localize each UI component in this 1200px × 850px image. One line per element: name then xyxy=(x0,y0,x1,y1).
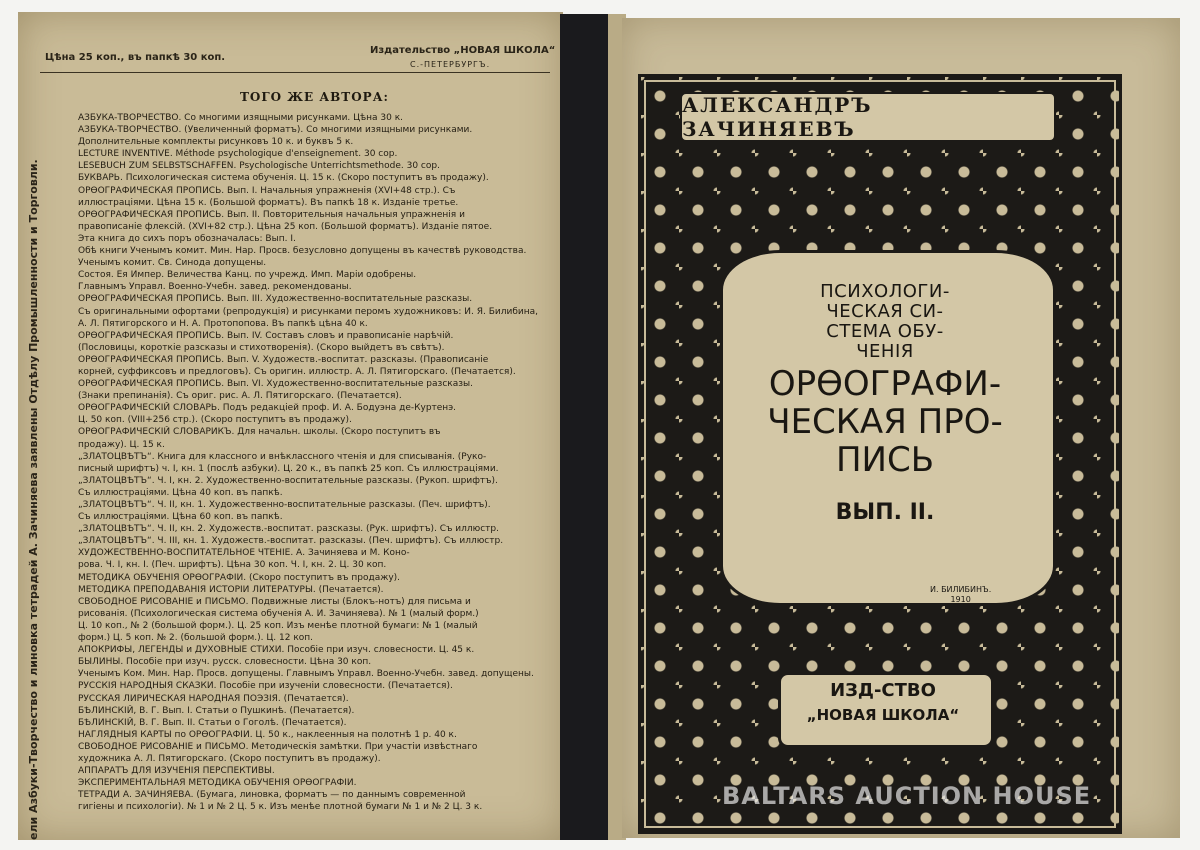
book-list-item: ХУДОЖЕСТВЕННО-ВОСПИТАТЕЛЬНОЕ ЧТЕНІЕ. А. Зачиняева и М. Коно- xyxy=(78,548,410,559)
book-list-item: ОРѲОГРАФИЧЕСКАЯ ПРОПИСЬ. Вып. III. Художественно-воспитательные разсказы. xyxy=(78,294,473,305)
book-list-item: СВОБОДНОЕ РИСОВАНІЕ и ПИСЬМО. Методическія замѣтки. При участіи извѣстнаго xyxy=(78,741,478,752)
book-list-item: „ЗЛАТОЦВѢТЪ“. Ч. I, кн. 2. Художественно-воспитательные разсказы. (Рукоп. шрифтъ). xyxy=(78,475,498,486)
book-list-item: ЭКСПЕРИМЕНТАЛЬНАЯ МЕТОДИКА ОБУЧЕНІЯ ОРѲОГРАФІИ. xyxy=(78,778,357,789)
book-list-item: рисованія. (Психологическая система обученія А. И. Зачиняева). № 1 (малый форм.) xyxy=(78,608,479,619)
book-list-item: рова. Ч. I, кн. I. (Печ. шрифтъ). Цѣна 30 коп. Ч. I, кн. 2. Ц. 30 коп. xyxy=(78,560,387,571)
book-list-item: ОРѲОГРАФИЧЕСКІЙ СЛОВАРИКЪ. Для начальн. школы. (Скоро поступитъ въ xyxy=(78,427,441,438)
book-list-item: ОРѲОГРАФИЧЕСКІЙ СЛОВАРЬ. Подъ редакціей проф. И. А. Бодуэна де-Куртенэ. xyxy=(78,403,456,414)
subtitle-line: ПСИХОЛОГИ- xyxy=(820,281,950,302)
same-author-heading: ТОГО ЖЕ АВТОРА: xyxy=(240,90,389,104)
book-list-item: продажу). Ц. 15 к. xyxy=(78,439,165,450)
book-list-item: Ц. 10 коп., № 2 (большой форм.). Ц. 25 коп. Изъ менѣе плотной бумаги: № 1 (малый xyxy=(78,620,478,631)
book-list-item: гигіены и психологіи). № 1 и № 2 Ц. 5 к. Изъ менѣе плотной бумаги № 1 и № 2 Ц. 3 к. xyxy=(78,802,483,813)
book-list-item: ОРѲОГРАФИЧЕСКАЯ ПРОПИСЬ. Вып. I. Начальныя упражненія (XVI+48 стр.). Съ xyxy=(78,185,456,196)
subtitle xyxy=(740,282,1030,362)
book-list-item: ТЕТРАДИ А. ЗАЧИНЯЕВА. (Бумага, линовка, форматъ — по даннымъ современной xyxy=(78,790,466,801)
publisher-line: Издательство „НОВАЯ ШКОЛА“ xyxy=(370,45,556,56)
book-list-item: РУССКАЯ ЛИРИЧЕСКАЯ НАРОДНАЯ ПОЭЗІЯ. (Печатается). xyxy=(78,693,349,704)
book-list-item: Дополнительные комплекты рисунковъ 10 к. и буквъ 5 к. xyxy=(78,137,354,148)
author-banner xyxy=(680,92,1056,142)
book-list-item: БЫЛИНЫ. Пособіе при изуч. русск. словесности. Цѣна 30 коп. xyxy=(78,657,372,668)
book-list-item: РУССКІЯ НАРОДНЫЯ СКАЗКИ. Пособіе при изученіи словесности. (Печатается). xyxy=(78,681,453,692)
vertical-note: ели Азбуки-Творчество и линовка тетрадей А. Зачиняева заявлены Отдѣлу Промышленности и Торговли. xyxy=(27,159,40,840)
book-list-item: ОРѲОГРАФИЧЕСКАЯ ПРОПИСЬ. Вып. VI. Художественно-воспитательные разсказы. xyxy=(78,379,473,390)
header-rule xyxy=(40,72,550,73)
book-list-item: „ЗЛАТОЦВѢТЪ“. Ч. II, кн. 1. Художественно-воспитательные разсказы. (Печ. шрифтъ). xyxy=(78,500,491,510)
book-list-item: БѢЛИНСКІЙ, В. Г. Вып. II. Статьи о Гоголѣ. (Печатается). xyxy=(78,717,347,728)
book-list-item: правописаніе флексій. (XVI+82 стр.). Цѣна 25 коп. (Большой форматъ). Изданіе пятое. xyxy=(78,221,493,232)
book-list-item: Съ иллюстраціями. Цѣна 60 коп. въ папкѣ. xyxy=(78,512,283,523)
book-list-item: АЗБУКА-ТВОРЧЕСТВО. (Увеличенный форматъ). Со многими изящными рисунками. xyxy=(78,125,473,136)
book-list-item: „ЗЛАТОЦВѢТЪ“. Ч. III, кн. 1. Художеств.-воспитат. разсказы. (Печ. шрифтъ). Съ иллюстр. xyxy=(78,536,504,547)
title-line: ОРѲОГРАФИ- xyxy=(768,364,1002,404)
artist-name: И. БИЛИБИНЪ. xyxy=(930,585,992,594)
publisher-scroll-line-1: ИЗД-СТВО xyxy=(830,680,936,701)
book-list-item: ОРѲОГРАФИЧЕСКАЯ ПРОПИСЬ. Вып. II. Повторительныя начальныя упражненія и xyxy=(78,209,465,220)
author-name: АЛЕКСАНДРЪ ЗАЧИНЯЕВЪ xyxy=(682,93,873,141)
book-list-item: Ц. 50 коп. (VIII+256 стр.). (Скоро поступитъ въ продажу). xyxy=(78,415,352,426)
book-list-item: (Пословицы, короткіе разсказы и стихотворенія). (Скоро выйдетъ въ свѣтъ). xyxy=(78,342,445,353)
book-list xyxy=(78,112,548,813)
subtitle-line: ЧЕСКАЯ СИ- xyxy=(826,301,944,322)
subtitle-line: СТЕМА ОБУ- xyxy=(826,321,944,342)
year: 1910 xyxy=(950,595,971,604)
book-list-item: АППАРАТЪ ДЛЯ ИЗУЧЕНІЯ ПЕРСПЕКТИВЫ. xyxy=(78,766,275,777)
book-title xyxy=(740,365,1030,479)
book-list-item: LESEBUCH ZUM SELBSTSCHAFFEN. Psychologische Unterrichtsmethode. 30 cop. xyxy=(78,161,440,172)
book-list-item: „ЗЛАТОЦВѢТЪ“. Ч. II, кн. 2. Художеств.-воспитат. разсказы. (Рук. шрифтъ). Съ иллюстр. xyxy=(78,524,499,535)
book-list-item: БѢЛИНСКІЙ, В. Г. Вып. I. Статьи о Пушкинѣ. (Печатается). xyxy=(78,705,355,716)
book-list-item: НАГЛЯДНЫЯ КАРТЫ по ОРѲОГРАФІИ. Ц. 50 к., наклеенныя на полотнѣ 1 р. 40 к. xyxy=(78,729,457,740)
book-list-item: МЕТОДИКА ОБУЧЕНІЯ ОРѲОГРАФІИ. (Скоро поступитъ въ продажу). xyxy=(78,572,401,583)
book-list-item: АЗБУКА-ТВОРЧЕСТВО. Со многими изящными рисунками. Цѣна 30 к. xyxy=(78,113,404,123)
book-list-item: LECTURE INVENTIVE. Méthode psychologique d'enseignement. 30 cop. xyxy=(78,149,398,160)
book-list-item: Состоя. Ея Импер. Величества Канц. по учрежд. Имп. Маріи одобрены. xyxy=(78,270,417,281)
book-list-item: Обѣ книги Ученымъ комит. Мин. Нар. Просв. безусловно допущены въ качествѣ руководства. xyxy=(78,246,527,257)
book-list-item: АПОКРИФЫ, ЛЕГЕНДЫ и ДУХОВНЫЕ СТИХИ. Пособіе при изуч. словесности. Ц. 45 к. xyxy=(78,645,475,656)
book-list-item: корней, суффиксовъ и предлоговъ). Съ оригин. иллюстр. А. Л. Пятигорскаго. (Печатается). xyxy=(78,366,516,377)
book-list-item: МЕТОДИКА ПРЕПОДАВАНІЯ ИСТОРІИ ЛИТЕРАТУРЫ. (Печатается). xyxy=(78,584,384,595)
book-list-item: Съ иллюстраціями. Цѣна 40 коп. въ папкѣ. xyxy=(78,487,283,498)
issue-number: ВЫП. II. xyxy=(835,500,935,525)
book-list-item: ОРѲОГРАФИЧЕСКАЯ ПРОПИСЬ. Вып. IV. Составъ словъ и правописаніе нарѣчій. xyxy=(78,330,454,341)
book-list-item: ОРѲОГРАФИЧЕСКАЯ ПРОПИСЬ. Вып. V. Художеств.-воспитат. разсказы. (Правописаніе xyxy=(78,354,489,365)
book-list-item: Главнымъ Управл. Военно-Учебн. завед. рекомендованы. xyxy=(78,282,352,293)
book-list-item: (Знаки препинанія). Съ ориг. рис. А. Л. Пятигорскаго. (Печатается). xyxy=(78,391,402,402)
title-line: ЧЕСКАЯ ПРО- xyxy=(767,402,1003,442)
book-list-item: художника А. Л. Пятигорскаго. (Скоро поступитъ въ продажу). xyxy=(78,753,381,764)
auction-watermark: BALTARS AUCTION HOUSE xyxy=(722,782,1092,810)
book-list-item: писный шрифтъ) ч. I, кн. 1 (послѣ азбуки). Ц. 20 к., въ папкѣ 25 коп. Съ иллюстраціями. xyxy=(78,463,499,474)
book-list-item: иллюстраціями. Цѣна 15 к. (Большой форматъ). Въ папкѣ 18 к. Изданіе третье. xyxy=(78,197,459,208)
book-list-item: А. Л. Пятигорского и Н. А. Протопопова. Въ папкѣ цѣна 40 к. xyxy=(78,318,368,329)
book-list-item: Ученымъ Ком. Мин. Нар. Просв. допущены. Главнымъ Управл. Военно-Учебн. завед. допущены. xyxy=(78,669,534,680)
title-line: ПИСЬ xyxy=(835,440,935,480)
book-list-item: форм.) Ц. 5 коп. № 2. (большой форм.). Ц. 12 коп. xyxy=(78,633,314,644)
price-line: Цѣна 25 коп., въ папкѣ 30 коп. xyxy=(45,52,226,63)
book-list-item: БУКВАРЬ. Психологическая система обученія. Ц. 15 к. (Скоро поступитъ въ продажу). xyxy=(78,173,489,184)
publisher-scroll-line-2: „НОВАЯ ШКОЛА“ xyxy=(806,706,960,724)
publisher-city: С.-ПЕТЕРБУРГЪ. xyxy=(410,60,491,69)
book-list-item: СВОБОДНОЕ РИСОВАНІЕ и ПИСЬМО. Подвижные листы (Блокъ-нотъ) для письма и xyxy=(78,596,471,607)
book-list-item: Эта книга до сихъ поръ обозначалась: Вып. I. xyxy=(78,233,296,244)
book-list-item: Ученымъ комит. Св. Синода допущены. xyxy=(78,258,267,269)
subtitle-line: ЧЕНІЯ xyxy=(856,341,914,362)
book-list-item: Съ оригинальными офортами (репродукція) и рисунками перомъ художниковъ: И. Я. Билибина, xyxy=(78,306,539,317)
artist-credit xyxy=(930,585,991,605)
book-list-item: „ЗЛАТОЦВѢТЪ“. Книга для классного и внѣклассного чтенія и для списыванія. (Руко- xyxy=(78,451,487,462)
